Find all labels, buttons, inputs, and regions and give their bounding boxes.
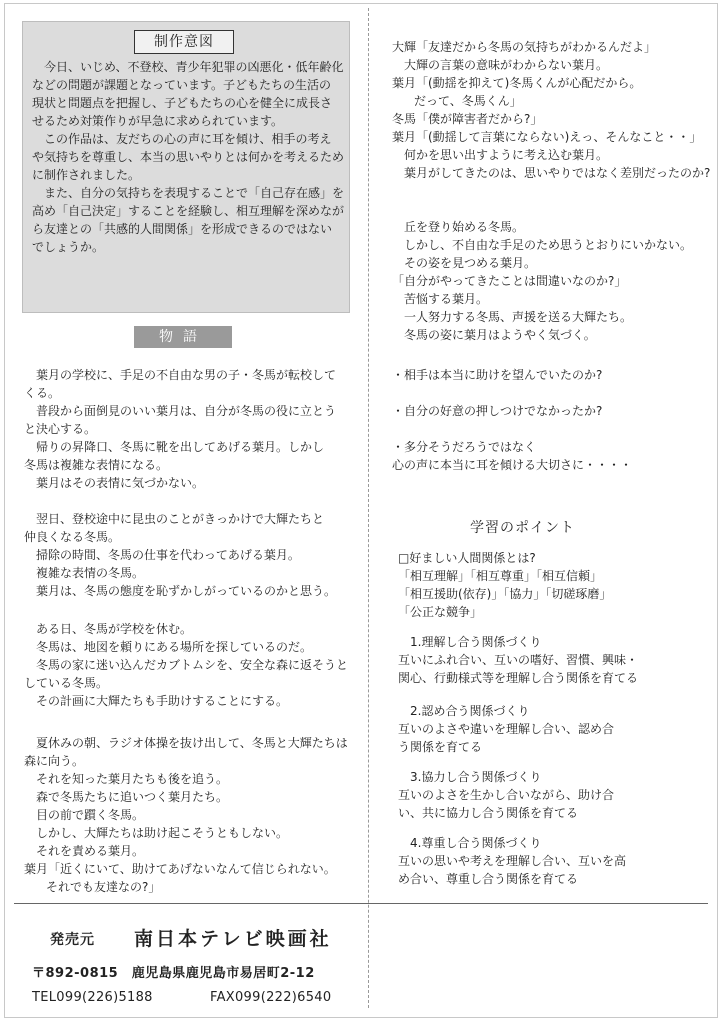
story-line: 冬馬の姿に葉月はようやく気づく。 (404, 328, 596, 342)
story-line: 丘を登り始める冬馬。 (404, 220, 525, 234)
story-line: 翌日、登校途中に昆虫のことがきっかけで大輝たちと (36, 512, 325, 526)
story-line: その姿を見つめる葉月。 (404, 256, 537, 270)
story-block-3 (24, 620, 348, 710)
point-line: 互いのよさや違いを理解し合い、認め合 (398, 722, 615, 736)
intro-line: に制作されました。 (32, 168, 141, 182)
story-line: 冬馬は複雑な表情になる。 (24, 458, 169, 472)
learning-point-2 (398, 702, 614, 756)
intro-line: また、自分の気持ちを表現することで「自己存在感」を (44, 186, 345, 200)
story-line: 帰りの昇降口、冬馬に靴を出してあげる葉月。しかし (36, 440, 325, 454)
story-block-5 (392, 38, 710, 182)
intro-line: 今日、いじめ、不登校、青少年犯罪の凶悪化・低年齢化 (44, 60, 344, 74)
story-heading: 物語 (134, 326, 232, 348)
story-line: 大輝の言葉の意味がわからない葉月。 (404, 58, 609, 72)
intro-line: せるため対策作りが早急に求められています。 (32, 114, 284, 128)
story-line: 葉月は、冬馬の態度を恥ずかしがっているのかと思う。 (36, 584, 337, 598)
story-line: しかし、大輝たちは助け起こそうともしない。 (36, 826, 289, 840)
story-line: 「自分がやってきたことは間違いなのか?」 (392, 274, 627, 288)
story-line: 大輝「友達だから冬馬の気持ちがわかるんだよ」 (392, 40, 657, 54)
learning-title: 学習のポイント (470, 520, 575, 536)
learning-point-3 (398, 768, 614, 822)
story-line: 普段から面倒見のいい葉月は、自分が冬馬の役に立とう (36, 404, 337, 418)
story-line: 葉月「(動揺して言葉にならない)えっ、そんなこと・・」 (392, 130, 702, 144)
column-divider (368, 8, 370, 1008)
question-3 (392, 438, 632, 474)
story-line: 仲良くなる冬馬。 (24, 530, 121, 544)
story-line: ある日、冬馬が学校を休む。 (36, 622, 193, 636)
point-line: め合い、尊重し合う関係を育てる (398, 872, 579, 886)
intro-text (32, 58, 344, 256)
point-title: 1.理解し合う関係づくり (410, 635, 542, 649)
point-title: 4.尊重し合う関係づくり (410, 836, 542, 850)
story-line: 一人努力する冬馬、声援を送る大輝たち。 (404, 310, 633, 324)
point-title: 2.認め合う関係づくり (410, 704, 530, 718)
story-line: 葉月の学校に、手足の不自由な男の子・冬馬が転校して (36, 368, 337, 382)
intro-line: や気持ちを尊重し、本当の思いやりとは何かを考えるため (32, 150, 345, 164)
story-line: 森で冬馬たちに追いつく葉月たち。 (36, 790, 229, 804)
learning-point-4 (398, 834, 626, 888)
intro-line: 高め「自己決定」することを経験し、相互理解を深めなが (32, 204, 345, 218)
story-line: 苦悩する葉月。 (404, 292, 489, 306)
intro-line: この作品は、友だちの心の声に耳を傾け、相手の考え (44, 132, 332, 146)
point-line: 関心、行動様式等を理解し合う関係を育てる (398, 671, 639, 685)
story-line: している冬馬。 (24, 676, 109, 690)
story-line: それでも友達なの?」 (46, 880, 161, 894)
question-1: ・相手は本当に助けを望んでいたのか? (392, 368, 603, 382)
story-line: 掃除の時間、冬馬の仕事を代わってあげる葉月。 (36, 548, 300, 562)
relations-list (398, 549, 611, 621)
story-line: 冬馬は、地図を頼りにある場所を探しているのだ。 (36, 640, 313, 654)
point-line: 互いにふれ合い、互いの嗜好、習慣、興味・ (398, 653, 639, 667)
story-line: 目の前で躓く冬馬。 (36, 808, 145, 822)
point-line: う関係を育てる (398, 740, 483, 754)
point-line: 互いのよさを生かし合いながら、助け合 (398, 788, 615, 802)
story-line: 葉月「近くにいて、助けてあげないなんて信じられない。 (24, 862, 336, 876)
intro-heading: 制作意図 (134, 30, 234, 54)
company-tel: TEL099(226)5188 (32, 990, 153, 1005)
story-line: だって、冬馬くん」 (414, 94, 522, 108)
story-line: 葉月「(動揺を抑えて)冬馬くんが心配だから。 (392, 76, 642, 90)
intro-line: ら友達との「共感的人間関係」を形成できるのではない (32, 222, 333, 236)
story-line: と決心する。 (24, 422, 97, 436)
company-address: 〒892-0815 鹿児島県鹿児島市易居町2-12 (32, 966, 315, 981)
story-line: 冬馬「僕が障害者だから?」 (392, 112, 543, 126)
relations-line: 「公正な競争」 (398, 605, 483, 619)
story-line: 夏休みの朝、ラジオ体操を抜け出して、冬馬と大輝たちは (36, 736, 348, 750)
point-line: い、共に協力し合う関係を育てる (398, 806, 579, 820)
point-title: 3.協力し合う関係づくり (410, 770, 542, 784)
intro-line: などの問題が課題となっています。子どもたちの生活の (32, 78, 332, 92)
story-line: 何かを思い出すように考え込む葉月。 (404, 148, 609, 162)
story-block-4 (24, 734, 348, 896)
company-info (22, 918, 362, 1008)
company-name: 南日本テレビ映画社 (134, 928, 332, 950)
question-line: ・多分そうだろうではなく (392, 440, 537, 454)
story-line: その計画に大輝たちも手助けすることにする。 (36, 694, 289, 708)
story-line: くる。 (24, 386, 61, 400)
story-line: それを知った葉月たちも後を追う。 (36, 772, 229, 786)
learning-point-1 (398, 633, 638, 687)
story-line: 冬馬の家に迷い込んだカブトムシを、安全な森に返そうと (36, 658, 349, 672)
intro-line: でしょうか。 (32, 240, 105, 254)
story-line: 葉月はその表情に気づかない。 (36, 476, 205, 490)
story-line: それを責める葉月。 (36, 844, 145, 858)
seller-label: 発売元 (50, 932, 95, 948)
story-block-1 (24, 366, 336, 492)
story-line: 複雑な表情の冬馬。 (36, 566, 145, 580)
relations-line: 「相互理解」「相互尊重」「相互信頼」 (398, 569, 603, 583)
story-line: 葉月がしてきたのは、思いやりではなく差別だったのか? (404, 166, 711, 180)
relations-line: 「相互援助(依存)」「協力」「切磋琢磨」 (398, 587, 612, 601)
story-line: しかし、不自由な手足のため思うとおりにいかない。 (404, 238, 693, 252)
question-line: 心の声に本当に耳を傾ける大切さに・・・・ (392, 458, 633, 472)
question-2: ・自分の好意の押しつけでなかったか? (392, 404, 603, 418)
story-block-2 (24, 510, 336, 600)
footer-divider (14, 903, 708, 904)
relations-line: □好ましい人間関係とは? (398, 551, 536, 565)
company-fax: FAX099(222)6540 (210, 990, 332, 1005)
point-line: 互いの思いや考えを理解し合い、互いを高 (398, 854, 627, 868)
intro-line: 現状と問題点を把握し、子どもたちの心を健全に成長さ (32, 96, 333, 110)
story-block-6 (392, 218, 692, 344)
story-line: 森に向う。 (24, 754, 85, 768)
